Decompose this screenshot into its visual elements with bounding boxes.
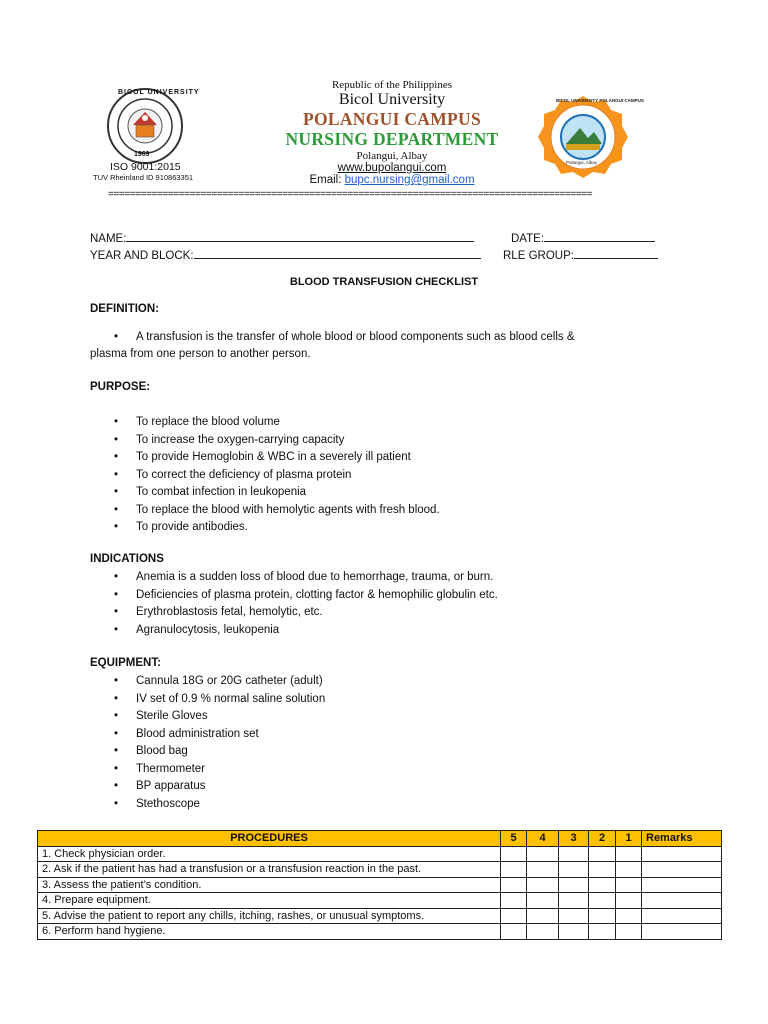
year-block-label: YEAR AND BLOCK: bbox=[90, 250, 194, 262]
list-item: • To provide Hemoglobin & WBC in a severely ill patient bbox=[110, 449, 440, 467]
procedure-step: 1. Check physician order. bbox=[38, 846, 501, 862]
score-cell[interactable] bbox=[589, 877, 616, 893]
year-block-field[interactable] bbox=[90, 248, 481, 262]
list-item: • Anemia is a sudden loss of blood due to hemorrhage, trauma, or burn. bbox=[110, 569, 498, 587]
score-cell[interactable] bbox=[559, 862, 589, 878]
score-cell[interactable] bbox=[501, 908, 527, 924]
email-link[interactable]: bupc.nursing@gmail.com bbox=[344, 174, 475, 186]
col-procedures: PROCEDURES bbox=[38, 831, 501, 847]
campus-name: POLANGUI CAMPUS bbox=[302, 109, 482, 129]
list-item: • IV set of 0.9 % normal saline solution bbox=[110, 691, 325, 709]
col-score-4: 4 bbox=[527, 831, 559, 847]
list-item: • Cannula 18G or 20G catheter (adult) bbox=[110, 673, 325, 691]
table-header-row bbox=[38, 831, 722, 847]
rle-group-blank[interactable] bbox=[574, 248, 658, 259]
list-item: • Stethoscope bbox=[110, 796, 325, 814]
list-item: • To increase the oxygen-carrying capacity bbox=[110, 432, 440, 450]
score-cell[interactable] bbox=[559, 924, 589, 940]
procedures-table bbox=[37, 830, 722, 940]
date-field[interactable] bbox=[511, 231, 655, 245]
equipment-heading: EQUIPMENT: bbox=[90, 657, 161, 669]
score-cell[interactable] bbox=[589, 846, 616, 862]
score-cell[interactable] bbox=[527, 877, 559, 893]
score-cell[interactable] bbox=[501, 877, 527, 893]
iso-certification: ISO 9001:2015 bbox=[110, 161, 181, 173]
name-blank[interactable] bbox=[126, 231, 474, 242]
website-line bbox=[8, 162, 768, 174]
university-name: Bicol University bbox=[338, 91, 446, 108]
indications-list bbox=[110, 569, 498, 639]
table-row bbox=[38, 877, 722, 893]
list-item: • Sterile Gloves bbox=[110, 708, 325, 726]
col-score-1: 1 bbox=[616, 831, 642, 847]
list-item: • To replace the blood with hemolytic agents with fresh blood. bbox=[110, 502, 440, 520]
procedure-step: 3. Assess the patient’s condition. bbox=[38, 877, 501, 893]
procedure-step: 6. Perform hand hygiene. bbox=[38, 924, 501, 940]
procedure-step: 5. Advise the patient to report any chills, itching, rashes, or unusual symptoms. bbox=[38, 908, 501, 924]
score-cell[interactable] bbox=[616, 893, 642, 909]
purpose-list bbox=[110, 414, 440, 537]
score-cell[interactable] bbox=[559, 877, 589, 893]
list-item: • Thermometer bbox=[110, 761, 325, 779]
score-cell[interactable] bbox=[616, 862, 642, 878]
remarks-cell[interactable] bbox=[642, 924, 722, 940]
score-cell[interactable] bbox=[616, 846, 642, 862]
email-line bbox=[8, 174, 768, 186]
remarks-cell[interactable] bbox=[642, 862, 722, 878]
list-item: • Blood administration set bbox=[110, 726, 325, 744]
table-row bbox=[38, 862, 722, 878]
table-row bbox=[38, 908, 722, 924]
name-label: NAME: bbox=[90, 233, 127, 245]
score-cell[interactable] bbox=[527, 908, 559, 924]
list-item: • Agranulocytosis, leukopenia bbox=[110, 622, 498, 640]
col-score-5: 5 bbox=[501, 831, 527, 847]
definition-heading: DEFINITION: bbox=[90, 303, 159, 315]
website-link[interactable]: www.bupolangui.com bbox=[337, 162, 447, 174]
list-item: • To correct the deficiency of plasma protein bbox=[110, 467, 440, 485]
definition-bullet: • bbox=[114, 331, 119, 343]
table-row bbox=[38, 924, 722, 940]
list-item: • Deficiencies of plasma protein, clotting factor & hemophilic globulin etc. bbox=[110, 587, 498, 605]
seal-left-text: BICOL UNIVERSITY bbox=[118, 89, 200, 96]
header-divider: ========================================================================================= bbox=[108, 189, 593, 200]
score-cell[interactable] bbox=[527, 893, 559, 909]
score-cell[interactable] bbox=[616, 908, 642, 924]
score-cell[interactable] bbox=[501, 924, 527, 940]
seal-left-year: 1969 bbox=[134, 151, 150, 158]
score-cell[interactable] bbox=[589, 908, 616, 924]
score-cell[interactable] bbox=[501, 862, 527, 878]
score-cell[interactable] bbox=[616, 924, 642, 940]
remarks-cell[interactable] bbox=[642, 908, 722, 924]
definition-line-2: plasma from one person to another person. bbox=[90, 348, 311, 360]
purpose-heading: PURPOSE: bbox=[90, 381, 151, 393]
date-blank[interactable] bbox=[544, 231, 655, 242]
seal-right-bottom: Polangui, Albay bbox=[566, 160, 598, 165]
definition-line-1: A transfusion is the transfer of whole blood or blood components such as blood cells & bbox=[136, 331, 575, 343]
year-block-blank[interactable] bbox=[194, 248, 481, 259]
score-cell[interactable] bbox=[527, 846, 559, 862]
table-row bbox=[38, 893, 722, 909]
email-label: Email: bbox=[309, 174, 342, 186]
address: Polangui, Albay bbox=[356, 150, 428, 162]
republic-line: Republic of the Philippines bbox=[331, 79, 453, 91]
name-field[interactable] bbox=[90, 231, 474, 245]
seal-right-text: BICOL UNIVERSITY POLANGUI CAMPUS bbox=[556, 98, 644, 103]
remarks-cell[interactable] bbox=[642, 877, 722, 893]
equipment-list bbox=[110, 673, 325, 813]
score-cell[interactable] bbox=[559, 908, 589, 924]
score-cell[interactable] bbox=[527, 862, 559, 878]
score-cell[interactable] bbox=[501, 846, 527, 862]
list-item: • BP apparatus bbox=[110, 778, 325, 796]
list-item: • To replace the blood volume bbox=[110, 414, 440, 432]
list-item: • To provide antibodies. bbox=[110, 519, 440, 537]
score-cell[interactable] bbox=[589, 862, 616, 878]
checklist-title: BLOOD TRANSFUSION CHECKLIST bbox=[289, 276, 479, 288]
list-item: • Erythroblastosis fetal, hemolytic, etc. bbox=[110, 604, 498, 622]
score-cell[interactable] bbox=[589, 924, 616, 940]
score-cell[interactable] bbox=[559, 846, 589, 862]
procedure-step: 4. Prepare equipment. bbox=[38, 893, 501, 909]
score-cell[interactable] bbox=[559, 893, 589, 909]
rle-group-field[interactable] bbox=[503, 248, 658, 262]
score-cell[interactable] bbox=[589, 893, 616, 909]
col-score-2: 2 bbox=[589, 831, 616, 847]
score-cell[interactable] bbox=[527, 924, 559, 940]
remarks-cell[interactable] bbox=[642, 846, 722, 862]
remarks-cell[interactable] bbox=[642, 893, 722, 909]
procedure-step: 2. Ask if the patient has had a transfusion or a transfusion reaction in the past. bbox=[38, 862, 501, 878]
col-remarks: Remarks bbox=[642, 831, 722, 847]
list-item: • Blood bag bbox=[110, 743, 325, 761]
date-label: DATE: bbox=[511, 233, 545, 245]
score-cell[interactable] bbox=[616, 877, 642, 893]
list-item: • To combat infection in leukopenia bbox=[110, 484, 440, 502]
department-name: NURSING DEPARTMENT bbox=[285, 129, 499, 149]
col-score-3: 3 bbox=[559, 831, 589, 847]
rle-group-label: RLE GROUP: bbox=[503, 250, 574, 262]
table-row bbox=[38, 846, 722, 862]
indications-heading: INDICATIONS bbox=[90, 553, 164, 565]
score-cell[interactable] bbox=[501, 893, 527, 909]
tuv-id: TUV Rheinland ID 910863351 bbox=[93, 173, 194, 182]
